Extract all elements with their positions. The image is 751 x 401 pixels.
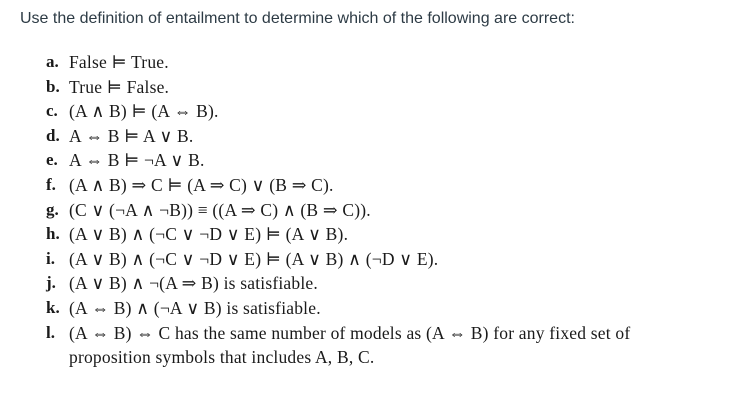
item-label: h. <box>46 224 60 244</box>
list-item <box>46 296 746 321</box>
item-expression: A ⇔ B ⊨ ¬A ∨ B. <box>69 150 205 171</box>
list-item <box>46 222 746 247</box>
item-expression: (A ∧ B) ⊨ (A ⇔ B). <box>69 101 219 122</box>
item-label: k. <box>46 297 60 317</box>
list-item <box>46 99 746 124</box>
list-item <box>46 148 746 173</box>
item-label: f. <box>46 174 56 194</box>
item-label: b. <box>46 76 60 96</box>
item-expression: (A ⇔ B) ⇔ C has the same number of models as (A ⇔ B) for any fixed set of proposition symbols that includes A, B, C. <box>69 322 631 367</box>
item-label: e. <box>46 150 58 170</box>
item-expression: (A ∨ B) ∧ (¬C ∨ ¬D ∨ E) ⊨ (A ∨ B) ∧ (¬D ∨ E). <box>69 248 439 269</box>
list-item <box>46 124 746 149</box>
item-expression: (A ∨ B) ∧ (¬C ∨ ¬D ∨ E) ⊨ (A ∨ B). <box>69 224 349 245</box>
item-expression: (A ⇔ B) ∧ (¬A ∨ B) is satisfiable. <box>69 297 321 318</box>
list-item <box>46 271 746 296</box>
list-item <box>46 173 746 198</box>
list-item <box>46 198 746 223</box>
item-expression: False ⊨ True. <box>69 52 169 72</box>
item-label: i. <box>46 248 55 268</box>
question-intro: Use the definition of entailment to determine which of the following are correct: <box>20 10 575 27</box>
list-item <box>46 321 746 369</box>
statement-list <box>46 50 746 369</box>
item-expression: (C ∨ (¬A ∧ ¬B)) ≡ ((A ⇒ C) ∧ (B ⇒ C)). <box>69 199 371 220</box>
item-expression: A ⇔ B ⊨ A ∨ B. <box>69 125 194 146</box>
item-label: a. <box>46 52 59 71</box>
list-item <box>46 50 746 75</box>
item-label: l. <box>46 322 55 342</box>
list-item <box>46 75 746 100</box>
list-item <box>46 247 746 272</box>
item-label: d. <box>46 125 60 145</box>
item-expression: True ⊨ False. <box>69 76 170 97</box>
item-expression: (A ∧ B) ⇒ C ⊨ (A ⇒ C) ∨ (B ⇒ C). <box>69 174 334 195</box>
item-label: j. <box>46 273 56 293</box>
item-label: c. <box>46 101 58 121</box>
item-label: g. <box>46 199 59 219</box>
item-expression: (A ∨ B) ∧ ¬(A ⇒ B) is satisfiable. <box>69 273 318 294</box>
